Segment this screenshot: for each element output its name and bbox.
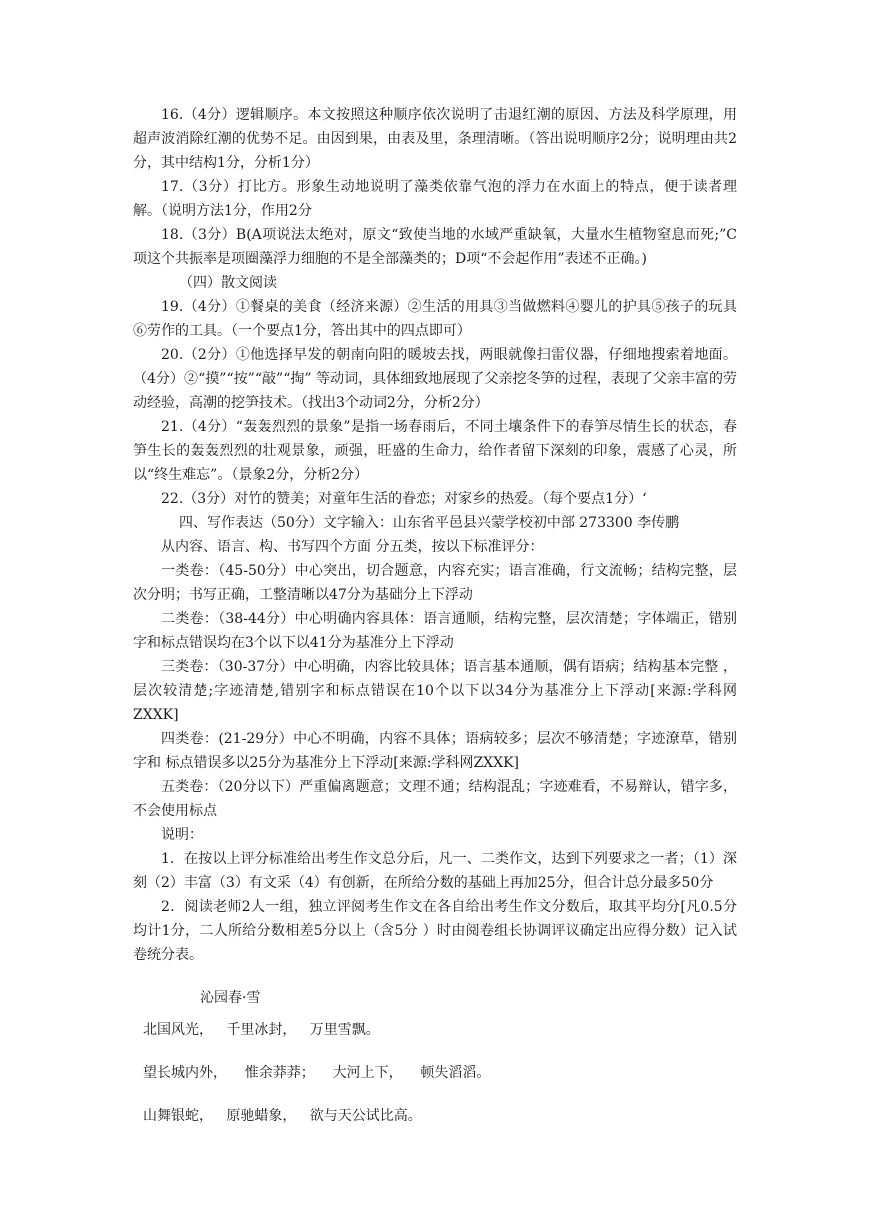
grade-level-3: 三类卷：（30-37分）中心明确，内容比较具体；语言基本通顺，偶有语病；结构基本完整 ，层次较清楚;字迹清楚,错别字和标点错误在10个以下以34分为基准分上下浮动[来源:学科网ZXXK] [133, 659, 737, 723]
answer-22: 22.（3分）对竹的赞美；对童年生活的眷恋；对家乡的热爱。（每个要点1分）‘ [161, 491, 647, 507]
answer-16: 16.（4分）逻辑顺序。本文按照这种顺序依次说明了击退红潮的原因、方法及科学原理，用超声波消除红潮的优势不足。由因到果，由表及里，条理清晰。（答出说明顺序2分；说明理由共2分，其中结构1分，分析1分） [133, 107, 737, 171]
grade-level-5: 五类卷：（20分以下）严重偏离题意；文理不通；结构混乱；字迹难看，不易辩认，错字多，不会使用标点 [133, 779, 737, 819]
poem-line: 山舞银蛇， 原驰蜡象， 欲与天公试比高。 [143, 1108, 422, 1124]
answer-20: 20.（2分）①他选择早发的朝南向阳的暖坡去找，两眼就像扫雷仪器，仔细地搜索着地面。（4分）②“摸”“按”“敲”“掏” 等动词，具体细致地展现了父亲挖冬笋的过程，表现了父亲丰富的劳动经验，高潮的挖笋技术。（找出3个动词2分，分析2分） [133, 347, 737, 411]
poem-line: 望长城内外， 惟余莽莽； 大河上下， 顿失滔滔。 [143, 1065, 491, 1081]
poem-body [143, 1018, 743, 1147]
grade-level-1: 一类卷：（45-50分）中心突出，切合题意，内容充实；语言准确，行文流畅；结构完整，层次分明；书写正确，工整清晰以47分为基础分上下浮动 [133, 563, 737, 603]
answer-19: 19.（4分）①餐桌的美食（经济来源）②生活的用具③当做燃料④婴儿的护具⑤孩子的玩具⑥劳作的工具。（一个要点1分，答出其中的四点即可） [133, 299, 737, 339]
answer-21: 21.（4分）“轰轰烈烈的景象”是指一场春雨后，不同土壤条件下的春笋尽情生长的状态，春笋生长的轰轰烈烈的壮观景象，顽强，旺盛的生命力，给作者留下深刻的印象，震感了心灵，所以“终生难忘”。（景象2分，分析2分） [133, 419, 737, 483]
poem-title: 沁园春·雪 [200, 990, 261, 1006]
grading-intro: 从内容、语言、构、书写四个方面 分五类，按以下标准评分： [161, 539, 544, 555]
poem-line: 北国风光， 千里冰封， 万里雪飘。 [143, 1022, 380, 1038]
grade-level-4: 四类卷：(21-29分）中心不明确，内容不具体；语病较多；层次不够清楚；字迹潦草，错别字和 标点错误多以25分为基准分上下浮动[来源:学科网ZXXK] [133, 731, 737, 771]
note-2: 2．阅读老师2人一组，独立评阅考生作文在各自给出考生作文分数后，取其平均分[凡0.5分均计1分，二人所给分数相差5分以上（含5分 ）时由阅卷组长协调评议确定出应得分数）记入试卷统分表。 [133, 899, 737, 963]
notes-heading: 说明： [161, 827, 203, 843]
section-heading-writing: 四、写作表达（50分）文字输入：山东省平邑县兴蒙学校初中部 273300 李传鹏 [179, 515, 680, 531]
answer-key [133, 103, 737, 967]
note-1: 1．在按以上评分标准给出考生作文总分后，凡一、二类作文，达到下列要求之一者；（1）深刻（2）丰富（3）有文采（4）有创新，在所给分数的基础上再加25分，但合计总分最多50分 [133, 851, 737, 891]
section-heading-prose: （四）散文阅读 [179, 275, 277, 291]
grade-level-2: 二类卷：（38-44分）中心明确内容具体：语言通顺，结构完整，层次清楚；字体端正，错别字和标点错误均在3个以下以41分为基准分上下浮动 [133, 611, 737, 651]
answer-17: 17.（3分）打比方。形象生动地说明了藻类依靠气泡的浮力在水面上的特点，便于读者理解。（说明方法1分，作用2分 [133, 179, 737, 219]
answer-18: 18.（3分）B(A项说法太绝对，原文“致使当地的水域严重缺氧，大量水生植物窒息而死;”C项这个共振率是项圈藻浮力细胞的不是全部藻类的；D项“不会起作用”表述不正确。) [133, 227, 737, 267]
